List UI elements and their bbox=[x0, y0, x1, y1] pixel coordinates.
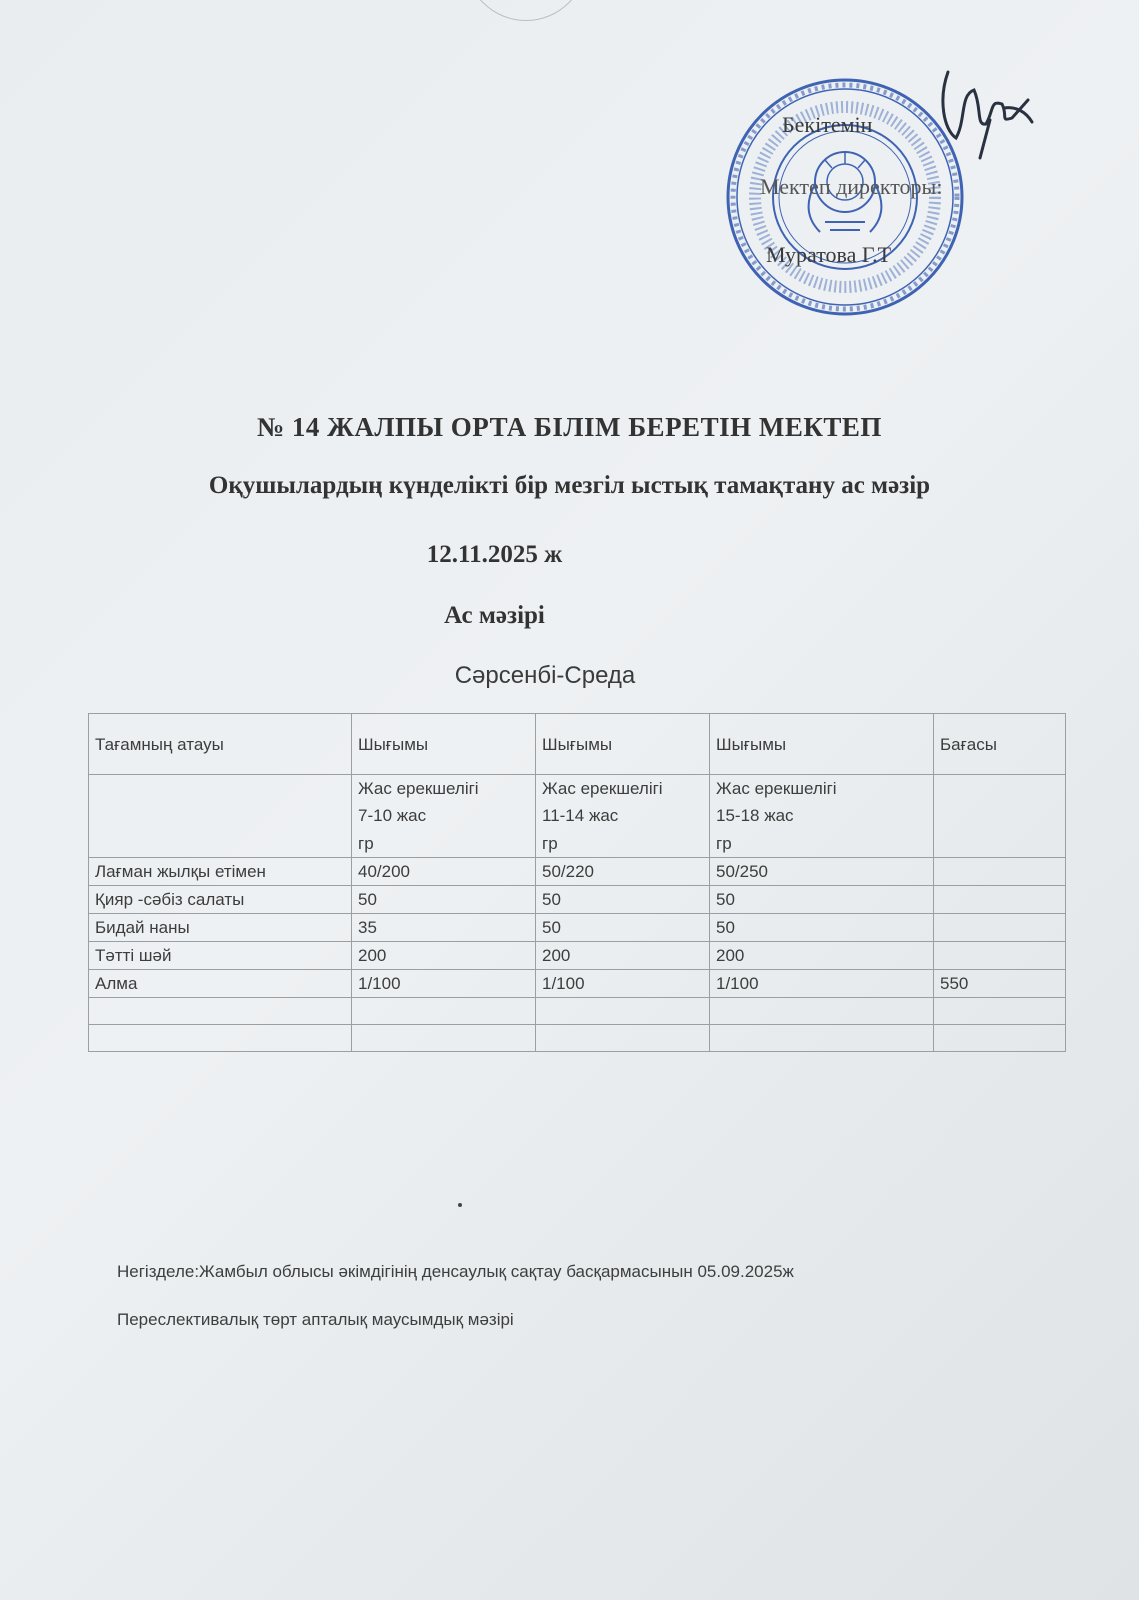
table-cell bbox=[536, 1025, 710, 1052]
stray-dot-mark bbox=[458, 1203, 462, 1207]
weekday-label: Сәрсенбі-Среда bbox=[454, 662, 636, 689]
dish-name: Қияр -сәбіз салаты bbox=[89, 886, 352, 914]
school-title: № 14 ЖАЛПЫ ОРТА БІЛІМ БЕРЕТІН МЕКТЕП bbox=[257, 412, 882, 442]
age-group-cell bbox=[710, 775, 934, 858]
price-cell: 550 bbox=[934, 970, 1066, 998]
price-cell bbox=[934, 942, 1066, 970]
column-header: Бағасы bbox=[934, 714, 1066, 775]
portion-7-10: 200 bbox=[352, 942, 536, 970]
column-header: Шығымы bbox=[710, 714, 934, 775]
table-cell bbox=[934, 775, 1066, 858]
price-cell bbox=[934, 914, 1066, 942]
top-arc-mark bbox=[465, 0, 587, 21]
approval-position: Мектеп директоры: bbox=[760, 174, 943, 199]
footer-menu-note: Переслективалық төрт апталық маусымдық мәзірі bbox=[117, 1310, 514, 1329]
menu-heading: Ас мәзірі bbox=[444, 602, 545, 629]
table-cell bbox=[89, 998, 352, 1025]
table-row bbox=[89, 914, 1066, 942]
portion-11-14: 1/100 bbox=[536, 970, 710, 998]
footer-basis-line: Негізделе:Жамбыл облысы әкімдігінің денсаулық сақтау басқармасынын 05.09.2025ж bbox=[117, 1262, 794, 1281]
price-cell bbox=[934, 886, 1066, 914]
portion-15-18: 200 bbox=[710, 942, 934, 970]
age-group-range: 15-18 жас bbox=[716, 806, 794, 826]
age-group-label: Жас ерекшелігі bbox=[358, 779, 479, 799]
portion-7-10: 40/200 bbox=[352, 858, 536, 886]
table-row bbox=[89, 970, 1066, 998]
portion-7-10: 50 bbox=[352, 886, 536, 914]
table-cell bbox=[536, 998, 710, 1025]
portion-11-14: 50 bbox=[536, 914, 710, 942]
table-row bbox=[89, 886, 1066, 914]
menu-date: 12.11.2025 ж bbox=[426, 541, 563, 568]
table-header-row bbox=[89, 714, 1066, 775]
table-cell bbox=[710, 1025, 934, 1052]
handwritten-signature bbox=[930, 60, 1040, 160]
table-cell bbox=[352, 998, 536, 1025]
portion-7-10: 35 bbox=[352, 914, 536, 942]
portion-15-18: 50 bbox=[710, 914, 934, 942]
age-group-label: Жас ерекшелігі bbox=[542, 779, 663, 799]
table-row-empty bbox=[89, 998, 1066, 1025]
table-cell bbox=[89, 775, 352, 858]
dish-name: Тәтті шәй bbox=[89, 942, 352, 970]
table-cell bbox=[934, 1025, 1066, 1052]
approval-title: Бекітемін bbox=[782, 112, 873, 137]
column-header: Шығымы bbox=[536, 714, 710, 775]
table-cell bbox=[934, 998, 1066, 1025]
portion-7-10: 1/100 bbox=[352, 970, 536, 998]
dish-name: Алма bbox=[89, 970, 352, 998]
age-group-unit: гр bbox=[716, 833, 732, 853]
table-cell bbox=[352, 1025, 536, 1052]
age-group-cell bbox=[536, 775, 710, 858]
table-row bbox=[89, 942, 1066, 970]
table-row bbox=[89, 858, 1066, 886]
table-row-empty bbox=[89, 1025, 1066, 1052]
table-cell bbox=[710, 998, 934, 1025]
age-group-unit: гр bbox=[358, 833, 374, 853]
portion-11-14: 50 bbox=[536, 886, 710, 914]
age-group-unit: гр bbox=[542, 833, 558, 853]
column-header: Тағамның атауы bbox=[89, 714, 352, 775]
age-group-cell bbox=[352, 775, 536, 858]
dish-name: Бидай наны bbox=[89, 914, 352, 942]
age-group-row bbox=[89, 775, 1066, 858]
column-header: Шығымы bbox=[352, 714, 536, 775]
age-group-range: 11-14 жас bbox=[542, 806, 619, 826]
menu-subtitle: Оқушылардың күнделікті бір мезгіл ыстық тамақтану ас мәзір bbox=[208, 472, 931, 499]
dish-name: Лағман жылқы етімен bbox=[89, 858, 352, 886]
portion-15-18: 50 bbox=[710, 886, 934, 914]
table-cell bbox=[89, 1025, 352, 1052]
portion-15-18: 1/100 bbox=[710, 970, 934, 998]
portion-11-14: 50/220 bbox=[536, 858, 710, 886]
age-group-label: Жас ерекшелігі bbox=[716, 779, 837, 799]
price-cell bbox=[934, 858, 1066, 886]
age-group-range: 7-10 жас bbox=[358, 806, 427, 826]
menu-table bbox=[88, 713, 1066, 1052]
portion-11-14: 200 bbox=[536, 942, 710, 970]
approval-name: Муратова Г.Т bbox=[766, 242, 892, 267]
portion-15-18: 50/250 bbox=[710, 858, 934, 886]
